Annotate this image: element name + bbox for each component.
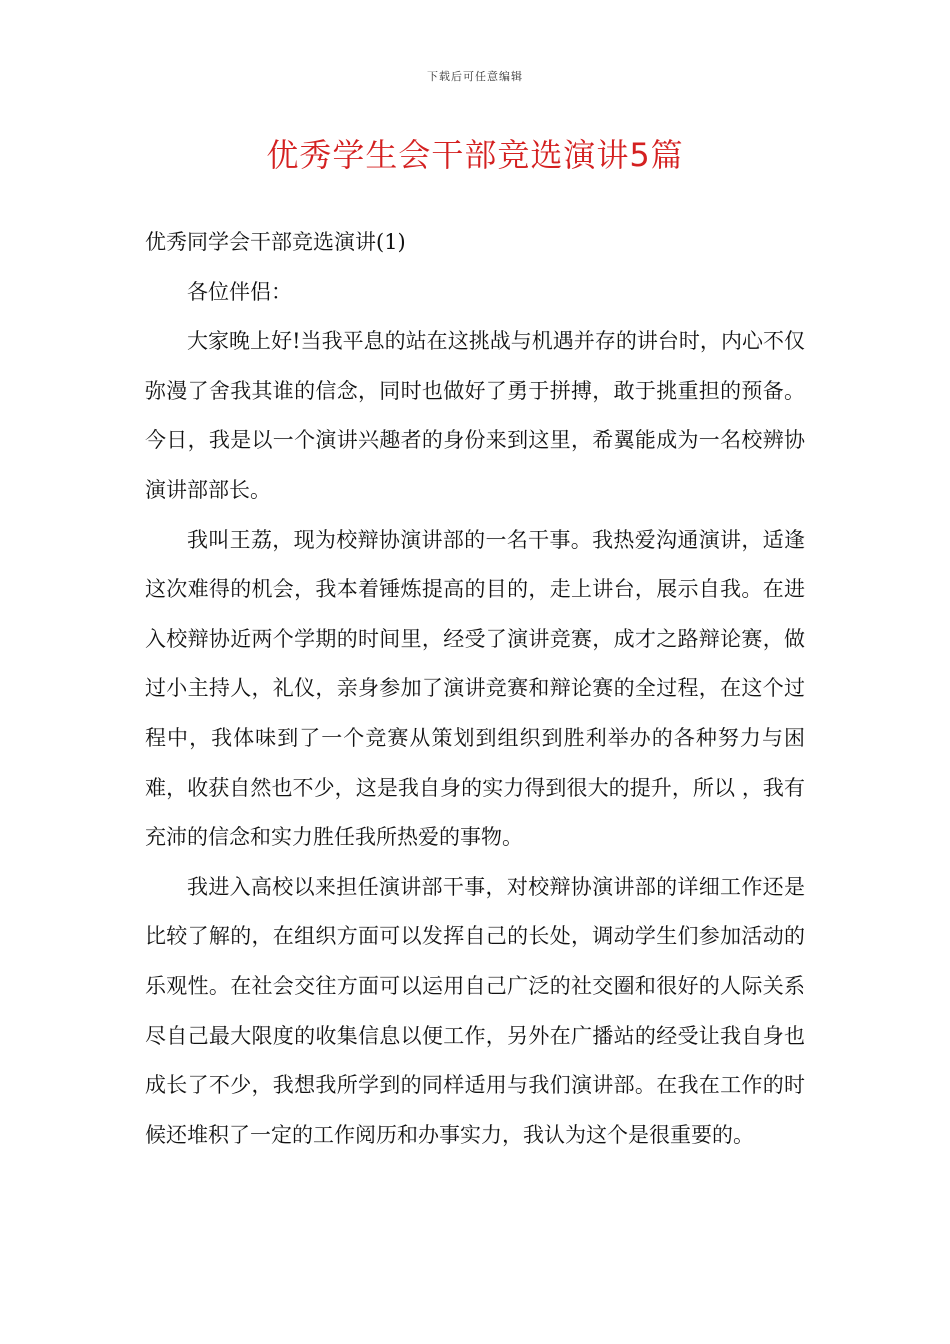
header-note: 下载后可任意编辑 bbox=[427, 70, 523, 83]
document-body bbox=[145, 218, 805, 1160]
salutation: 各位伴侣： bbox=[187, 279, 292, 304]
paragraph-1: 大家晚上好!当我平息的站在这挑战与机遇并存的讲台时，内心不仅弥漫了舍我其谁的信念，同时也做好了勇于拼搏，敢于挑重担的预备。今日，我是以一个演讲兴趣者的身份来到这里，希翼能成为一名校辨协演讲部部长。 bbox=[145, 329, 805, 502]
paragraph-2: 我叫王荔，现为校辩协演讲部的一名干事。我热爱沟通演讲，适逢这次难得的机会，我本着锤炼提高的目的，走上讲台，展示自我。在进入校辩协近两个学期的时间里，经受了演讲竞赛，成才之路辩论赛，做过小主持人，礼仪，亲身参加了演讲竞赛和辩论赛的全过程，在这个过程中，我体味到了一个竞赛从策划到组织到胜利举办的各种努力与困难，收获自然也不少，这是我自身的实力得到很大的提升，所以 ，我有充沛的信念和实力胜任我所热爱的事物。 bbox=[145, 527, 805, 850]
paragraph-3: 我进入高校以来担任演讲部干事，对校辩协演讲部的详细工作还是比较了解的，在组织方面可以发挥自己的长处，调动学生们参加活动的乐观性。在社会交往方面可以运用自己广泛的社交圈和很好的人际关系尽自己最大限度的收集信息以便工作，另外在广播站的经受让我自身也成长了不少，我想我所学到的同样适用与我们演讲部。在我在工作的时候还堆积了一定的工作阅历和办事实力，我认为这个是很重要的。 bbox=[145, 874, 805, 1147]
section-heading: 优秀同学会干部竞选演讲(1) bbox=[145, 230, 406, 254]
document-title: 优秀学生会干部竞选演讲5篇 bbox=[266, 136, 684, 174]
